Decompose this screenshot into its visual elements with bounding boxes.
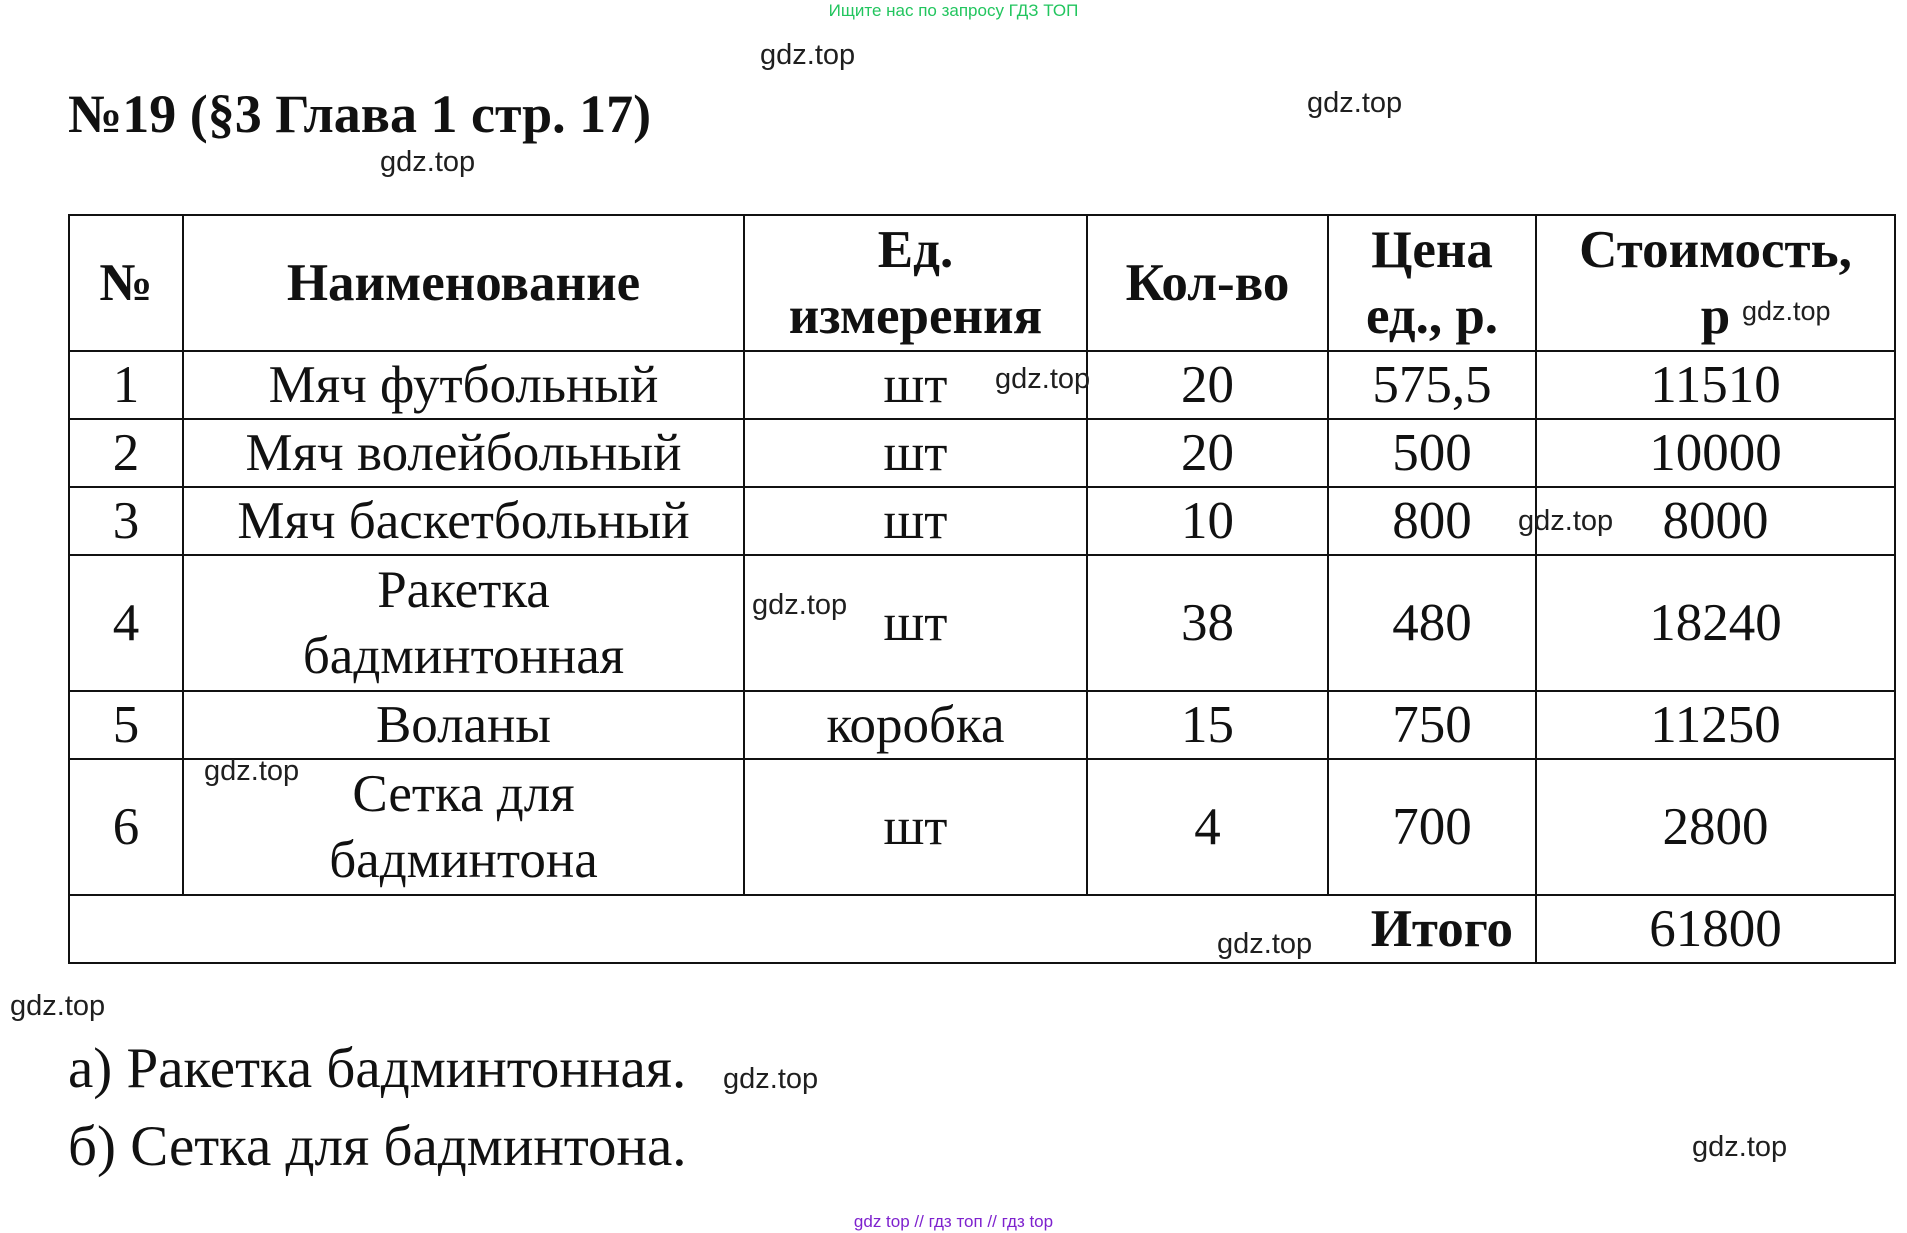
row-unit: шт <box>744 419 1087 487</box>
watermark: gdz.top <box>1742 296 1831 326</box>
total-value: 61800 <box>1536 895 1895 963</box>
watermark: gdz.top <box>752 589 848 621</box>
row-cost: 10000 <box>1536 419 1895 487</box>
row-number: 6 <box>69 759 183 895</box>
row-name-line1: Ракетка <box>377 561 550 619</box>
header-cost <box>1536 215 1895 351</box>
row-price: 750 <box>1328 691 1536 759</box>
row-name-line2: бадминтона <box>329 831 598 889</box>
row-unit: шт <box>744 487 1087 555</box>
watermark: gdz.top <box>1692 1131 1788 1163</box>
table-row <box>69 419 1895 487</box>
watermark: gdz.top <box>380 146 476 178</box>
watermark: gdz.top <box>204 755 300 787</box>
row-price: 480 <box>1328 555 1536 691</box>
table-header-row <box>69 215 1895 351</box>
row-cost: 11250 <box>1536 691 1895 759</box>
table-row <box>69 351 1895 419</box>
row-cost: 18240 <box>1536 555 1895 691</box>
row-cost: 2800 <box>1536 759 1895 895</box>
header-price <box>1328 215 1536 351</box>
row-unit: шт <box>744 555 1087 691</box>
header-price-line1: Цена <box>1371 221 1493 279</box>
row-name: Мяч баскетбольный <box>183 487 744 555</box>
row-quantity: 15 <box>1087 691 1328 759</box>
header-unit-line2: измерения <box>788 287 1043 345</box>
header-unit <box>744 215 1087 351</box>
row-cost: 8000 <box>1536 487 1895 555</box>
table-row <box>69 759 1895 895</box>
footer-links[interactable]: gdz top // гдз топ // гдз top <box>853 1212 1054 1231</box>
row-unit: шт <box>744 351 1087 419</box>
row-unit: коробка <box>744 691 1087 759</box>
page-title: №19 (§3 Глава 1 стр. 17) <box>68 84 652 144</box>
row-name: Воланы <box>183 691 744 759</box>
goods-table <box>68 214 1896 964</box>
row-price: 500 <box>1328 419 1536 487</box>
answers-block <box>68 1030 687 1186</box>
row-quantity: 4 <box>1087 759 1328 895</box>
row-price: 575,5 <box>1328 351 1536 419</box>
watermark: gdz.top <box>723 1063 819 1095</box>
table-row <box>69 555 1895 691</box>
row-name: Мяч волейбольный <box>183 419 744 487</box>
header-price-line2: ед., р. <box>1365 287 1499 345</box>
header-name: Наименование <box>183 215 744 351</box>
watermark: gdz.top <box>760 39 856 71</box>
row-quantity: 20 <box>1087 419 1328 487</box>
row-quantity: 20 <box>1087 351 1328 419</box>
row-price: 800 <box>1328 487 1536 555</box>
row-number: 5 <box>69 691 183 759</box>
watermark: gdz.top <box>1307 87 1403 119</box>
row-price: 700 <box>1328 759 1536 895</box>
row-name: Мяч футбольный <box>183 351 744 419</box>
row-name <box>183 555 744 691</box>
header-cost-line1: Стоимость, <box>1579 221 1852 279</box>
watermark: gdz.top <box>1518 505 1614 537</box>
row-number: 1 <box>69 351 183 419</box>
answer-a: а) Ракетка бадминтонная. <box>68 1037 687 1100</box>
row-number: 3 <box>69 487 183 555</box>
row-quantity: 10 <box>1087 487 1328 555</box>
total-row <box>69 895 1895 963</box>
row-cost: 11510 <box>1536 351 1895 419</box>
row-number: 2 <box>69 419 183 487</box>
header-cost-line2: р <box>1700 287 1731 345</box>
row-quantity: 38 <box>1087 555 1328 691</box>
watermark: gdz.top <box>995 363 1091 395</box>
table-row <box>69 487 1895 555</box>
row-name-line1: Сетка для <box>352 765 575 823</box>
header-number: № <box>69 215 183 351</box>
answer-b: б) Сетка для бадминтона. <box>68 1115 687 1178</box>
header-unit-line1: Ед. <box>877 221 954 279</box>
total-label: Итого <box>69 895 1536 963</box>
promo-banner[interactable]: Ищите нас по запросу ГДЗ ТОП <box>828 1 1079 20</box>
watermark: gdz.top <box>1217 928 1313 960</box>
row-number: 4 <box>69 555 183 691</box>
watermark: gdz.top <box>10 990 106 1022</box>
row-unit: шт <box>744 759 1087 895</box>
header-quantity: Кол-во <box>1087 215 1328 351</box>
row-name-line2: бадминтонная <box>302 627 625 685</box>
table-row <box>69 691 1895 759</box>
